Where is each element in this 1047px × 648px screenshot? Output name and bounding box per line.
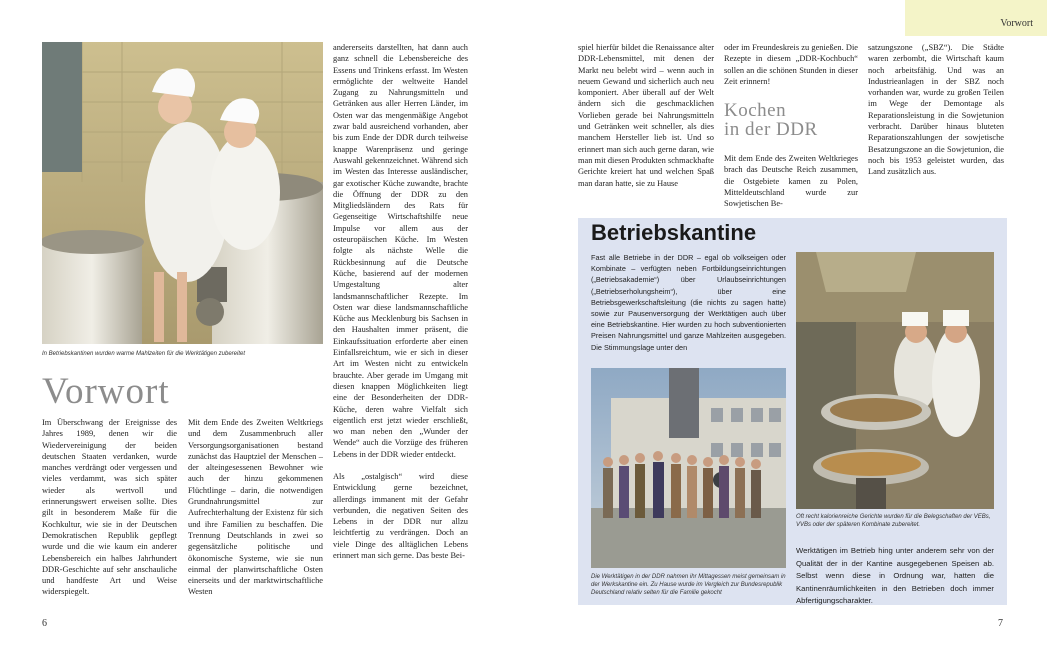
right-col2-paragraph-2: Mit dem Ende des Zweiten Weltkrieges brach das Deutsche Reich zusammen, die Ostgebiete kamen zu Polen, Mitteldeutschland wurde zur Sowjetischen Be- <box>724 154 858 209</box>
photo-caption-box-right: Oft recht kalorienreiche Gerichte wurden für die Belegschaften der VEBs, VVBs oder der späteren Kombinate zubereitet. <box>796 514 991 528</box>
section-tab <box>905 0 1047 36</box>
section-heading-line-1: Kochen <box>724 100 787 122</box>
box-intro-text: Fast alle Betriebe in der DDR – egal ob volkseigen oder Kombinate – verfügten neben Fortbildungseinrichtungen („Betriebsakademie“) über Urlaubseinrichtungen („Betriebserholungsheim“), über eine Betriebsgewerkschaftsleitung (die nichts zu sagen hatte) sowie zur Pausenversorgung der Werktätigen auch über eine Betriebskantine. Hier wurden zu hoch subventionierten Preisen Nahrungsmittel und ganze Mahlzeiten ausgegeben. Die Stimmungslage unter den <box>591 253 786 352</box>
left-text-col-2 <box>188 417 323 598</box>
box-outro-text: Werktätigen im Betrieb hing unter anderem sehr von der Qualität der in der Kantine ausgegebenen Speisen ab. Selbst wenn diese in Ordnung war, hatten die Kantinenräumlichkeiten in den Betrieben doch immer Abfertigungscharakter. <box>796 546 994 606</box>
canteen-kitchen-image <box>796 252 994 509</box>
section-heading-line-2: in der DDR <box>724 119 818 141</box>
photo-caption-box-left: Die Werktätigen in der DDR nahmen ihr Mittagessen meist gemeinsam in der Werkskantine ein. Zu Hause wurde im Vergleich zur Bundesrepublik Deutschland relativ selten für die Familie gekocht <box>591 574 786 596</box>
right-col2-paragraph-1: oder im Freundeskreis zu genießen. Die Rezepte in diesem „DDR-Kochbuch“ sollen an die schönen Stunden in dieser Zeit erinnern! <box>724 43 858 86</box>
page-number-right: 7 <box>998 618 1003 629</box>
box-title: Betriebskantine <box>591 220 757 245</box>
factory-building-photo <box>591 368 786 568</box>
left-col2-paragraph: Mit dem Ende des Zweiten Weltkriegs und dem Zusammenbruch aller Versorgungsorganisationen bestand zunächst das Hauptziel der Menschen – der alteingesessenen Bewohner wie auch der hinzu gekommenen Flüchtlinge – darin, die notwendigen Grundnahrungsmittel zur Aufrechterhaltung der Existenz für sich und ihre Familien zu beschaffen. Die Trennung Deutschlands in zwei so gegensätzliche politische und ökonomische Systeme, wie sie nun einmal der planwirtschaftliche Osten einerseits und der marktwirtschaftliche Westen <box>188 418 323 597</box>
right-col3-paragraph: satzungszone („SBZ“). Die Städte waren zerbombt, die Wirtschaft kaum noch arbeitsfähig. Und was an Industrieanlagen in der SBZ noch vorhanden war, wurde zu großen Teilen im Wege der Demontage als Reparationsleistung in die Sowjetunion verbracht. Darüber hinaus bluteten Reparationszahlungen der sowjetische Besatzungszone an die Sowjetunion, die noch bis 1953 geleistet wurden, das Land zusätzlich aus. <box>868 43 1004 177</box>
right-col1-paragraph: spiel hierfür bildet die Renaissance alter DDR-Lebensmittel, mit denen der Markt neu belebt wird – wenn auch in neuem Gewand und sicherlich auch neu komponiert. Aber überall auf der Welt ändern sich die geschmacklichen Vorlieben gerade bei Nahrungsmitteln und Getränken weit schneller, als dies manchem Hersteller lieb ist. Und so erinnert man sich auch gerne daran, wie man mit diesen Produkten schmackhafte Gerichte kreiert hat und welchen Spaß man daran hatte, sie zu Hause <box>578 43 714 188</box>
right-text-col-3 <box>868 42 1004 178</box>
left-text-col-3 <box>333 42 468 561</box>
right-text-col-1 <box>578 42 714 189</box>
page-title-vorwort: Vorwort <box>42 371 170 412</box>
kitchen-photo-right <box>796 252 994 509</box>
kitchen-cooks-image <box>42 42 323 344</box>
left-col1-paragraph: Im Überschwang der Ereignisse des Jahres 1989, denen wir die Wiedervereinigung der beiden deutschen Staaten verdanken, wurde manches verdrängt oder vergessen und vieles verdammt, was sich später wieder als wertvoll und erinnerungswert erweisen sollte. Dies gilt in besonderem Maße für die Kochkultur, wie sie in der Deutschen Demokratischen Republik gepflegt wurde und die wie kaum ein anderer Lebensbereich ein halbes Jahrhundert DDR-Geschichte auf sehr anschauliche und handfeste Art und Weise widerspiegelt. <box>42 418 177 597</box>
page-number-left: 6 <box>42 618 47 629</box>
photo-caption-left: In Betriebskantinen wurden warme Mahlzeiten für die Werktätigen zubereitet <box>42 351 245 357</box>
left-text-col-1 <box>42 417 177 598</box>
section-heading-kochen <box>724 101 858 139</box>
kitchen-photo-left <box>42 42 323 344</box>
left-col3-paragraph-2: Als „ostalgisch“ wird diese Entwicklung gerne bezeichnet, allerdings immanent mit der Gefahr verbunden, die negativen Seiten des Lebens in der DDR nur allzu leichtfertig zu verdrängen. Doch an viele Dinge des alltäglichen Lebens erinnert man sich gerne. Das beste Bei- <box>333 471 468 561</box>
canteen-workers-image <box>591 368 786 568</box>
right-text-col-2 <box>724 42 858 210</box>
left-col3-paragraph-1: andererseits darstellten, hat dann auch ganz schnell die Lebensbereiche des Essens und Trinkens erfasst. Im Westen ermöglichte der weltweite Handel Zugang zu Nahrungsmitteln und Getränken aus aller Herren Länder, im Osten war das mengenmäßige Angebot zwar bald ausreichend vorhanden, aber bis zum Ende der DDR durch teilweise knappe Warenpräsenz und geringe Auswahl gekennzeichnet. Während sich im Westen das Interesse ausländischer, gar exotischer Küche zuwandte, brachte die Öffnung der DDR zu den Mitgliedsländern des Rats für Gegenseitige Wirtschaftshilfe neue Impulse vor allem aus der osteuropäischen Küche. Im Westen folgte als nächste Welle die Rückbesinnung auf die Deutsche Küche, basierend auf der modernen Umgestaltung alter landsmannschaftlicher Rezepte. Im Osten war diese landsmannschaftliche Küche aus Mecklenburg bis Sachsen in den Haushalten immer präsent, die Einkaufssituation erforderte aber einen Einfallsreichtum, wie er sich in dieser Art im Westen nicht zu entwickeln brauchte. Aber gerade im Umgang mit diesen knappen Möglichkeiten liegt eine der Besonderheiten der DDR-Küche, deren wahre Vielfalt sich eigentlich erst jetzt wieder erschließt, wo man neben den „Wunder der Wende“ auch die Vorzüge des früheren Lebens in der DDR wieder entdeckt. <box>333 43 468 459</box>
section-tab-label: Vorwort <box>1000 18 1033 29</box>
